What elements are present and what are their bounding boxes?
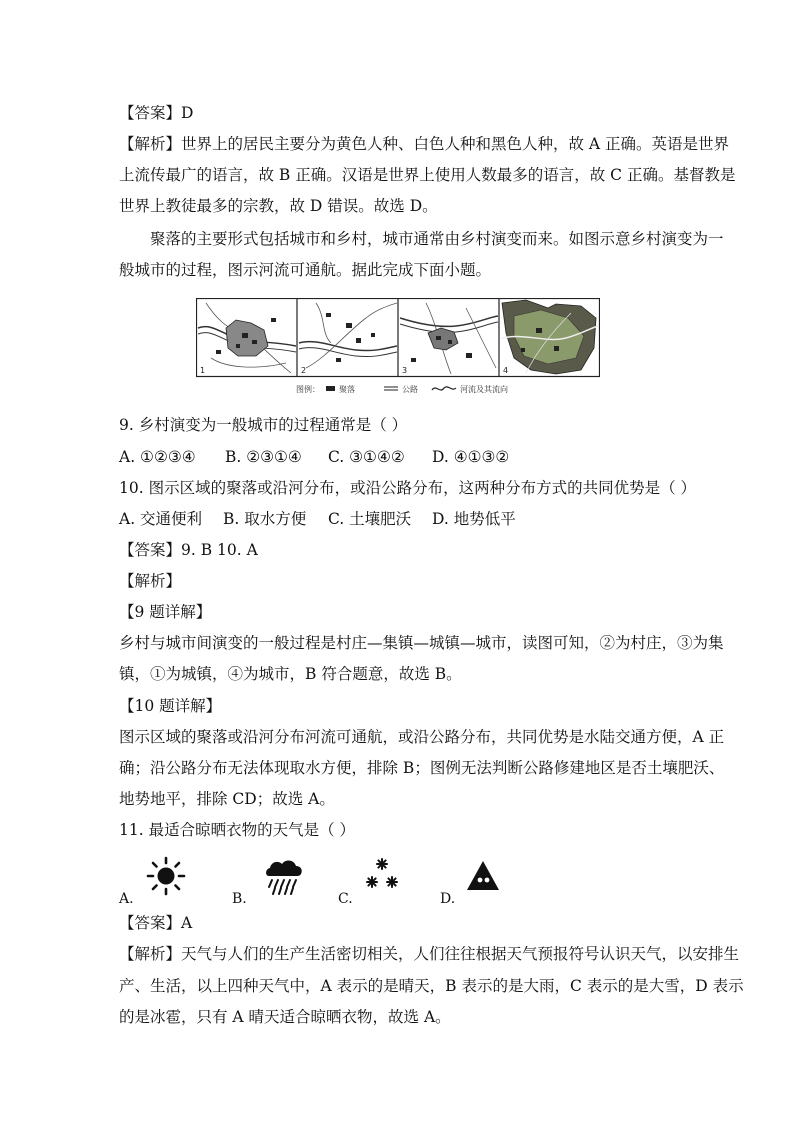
question-9-detail-heading: 【9 题详解】 bbox=[119, 603, 212, 621]
heavy-rain-icon bbox=[263, 856, 305, 900]
question-9-detail-line: 乡村与城市间演变的一般过程是村庄—集镇—城镇—城市，读图可知，②为村庄，③为集 bbox=[119, 634, 724, 652]
option-d: D. 地势低平 bbox=[432, 510, 516, 528]
question-9-stem: 9. 乡村演变为一般城市的过程通常是（ ） bbox=[119, 416, 408, 434]
question-10-detail-line: 地势地平，排除 CD；故选 A。 bbox=[119, 790, 335, 808]
option-a: A. 交通便利 bbox=[119, 510, 203, 528]
legend-settlement-label: 聚落 bbox=[339, 385, 355, 394]
question-9-detail-line: 镇，①为城镇，④为城市，B 符合题意，故选 B。 bbox=[119, 665, 462, 683]
question-11-stem: 11. 最适合晾晒衣物的天气是（ ） bbox=[119, 821, 356, 839]
option-c: C. ③①④② bbox=[328, 448, 405, 466]
option-d: D. ④①③② bbox=[432, 448, 510, 466]
answer-line: 【答案】9. B 10. A bbox=[119, 541, 258, 559]
legend-settlement-swatch bbox=[326, 386, 335, 391]
legend-prefix: 图例： bbox=[296, 385, 320, 394]
legend-river-swatch bbox=[432, 387, 456, 390]
option-a: A. bbox=[119, 891, 134, 907]
panel-number: 2 bbox=[301, 366, 307, 375]
intro-line: 般城市的过程，图示河流可通航。据此完成下面小题。 bbox=[119, 261, 492, 279]
question-10-stem: 10. 图示区域的聚落或沿河分布，或沿公路分布，这两种分布方式的共同优势是（ ） bbox=[119, 479, 697, 497]
analysis-line: 世界上教徒最多的宗教，故 D 错误。故选 D。 bbox=[119, 197, 438, 215]
option-c: C. bbox=[338, 891, 353, 907]
option-a: A. ①②③④ bbox=[119, 448, 196, 466]
question-10-detail-heading: 【10 题详解】 bbox=[119, 697, 222, 715]
analysis-line: 的是冰雹，只有 A 晴天适合晾晒衣物，故选 A。 bbox=[119, 1008, 451, 1026]
settlement-evolution-figure bbox=[196, 298, 600, 402]
panel-number: 1 bbox=[200, 366, 206, 375]
intro-line: 聚落的主要形式包括城市和乡村，城市通常由乡村演变而来。如图示意乡村演变为一 bbox=[150, 230, 724, 248]
legend-river-label: 河流及其流向 bbox=[460, 385, 508, 394]
option-b: B. bbox=[232, 891, 247, 907]
figure-legend bbox=[296, 384, 508, 394]
heavy-snow-icon bbox=[362, 856, 402, 900]
option-c: C. 土壤肥沃 bbox=[328, 510, 412, 528]
question-10-detail-line: 图示区域的聚落或沿河分布河流可通航，或沿公路分布，共同优势是水陆交通方便，A 正 bbox=[119, 728, 725, 746]
panel-number: 4 bbox=[503, 366, 509, 375]
sun-icon bbox=[146, 856, 186, 900]
answer-line: 【答案】A bbox=[119, 914, 193, 932]
panel-number: 3 bbox=[402, 366, 408, 375]
option-b: B. ②③①④ bbox=[225, 448, 302, 466]
option-d: D. bbox=[440, 891, 456, 907]
question-10-detail-line: 确；沿公路分布无法体现取水方便，排除 B；图例无法判断公路修建地区是否土壤肥沃、 bbox=[119, 759, 725, 777]
analysis-line: 产、生活，以上四种天气中，A 表示的是晴天，B 表示的是大雨，C 表示的是大雪，D 表示 bbox=[119, 977, 744, 995]
legend-road-label: 公路 bbox=[402, 385, 418, 394]
analysis-line: 上流传最广的语言，故 B 正确。汉语是世界上使用人数最多的语言，故 C 正确。基督教是 bbox=[119, 166, 736, 184]
option-b: B. 取水方便 bbox=[223, 510, 307, 528]
analysis-line: 【解析】天气与人们的生产生活密切相关，人们往往根据天气预报符号认识天气，以安排生 bbox=[119, 945, 740, 963]
hail-icon bbox=[465, 858, 501, 898]
analysis-line: 【解析】世界上的居民主要分为黄色人种、白色人种和黑色人种，故 A 正确。英语是世界 bbox=[119, 135, 730, 153]
answer-line: 【答案】D bbox=[119, 104, 194, 122]
analysis-heading: 【解析】 bbox=[119, 572, 182, 590]
